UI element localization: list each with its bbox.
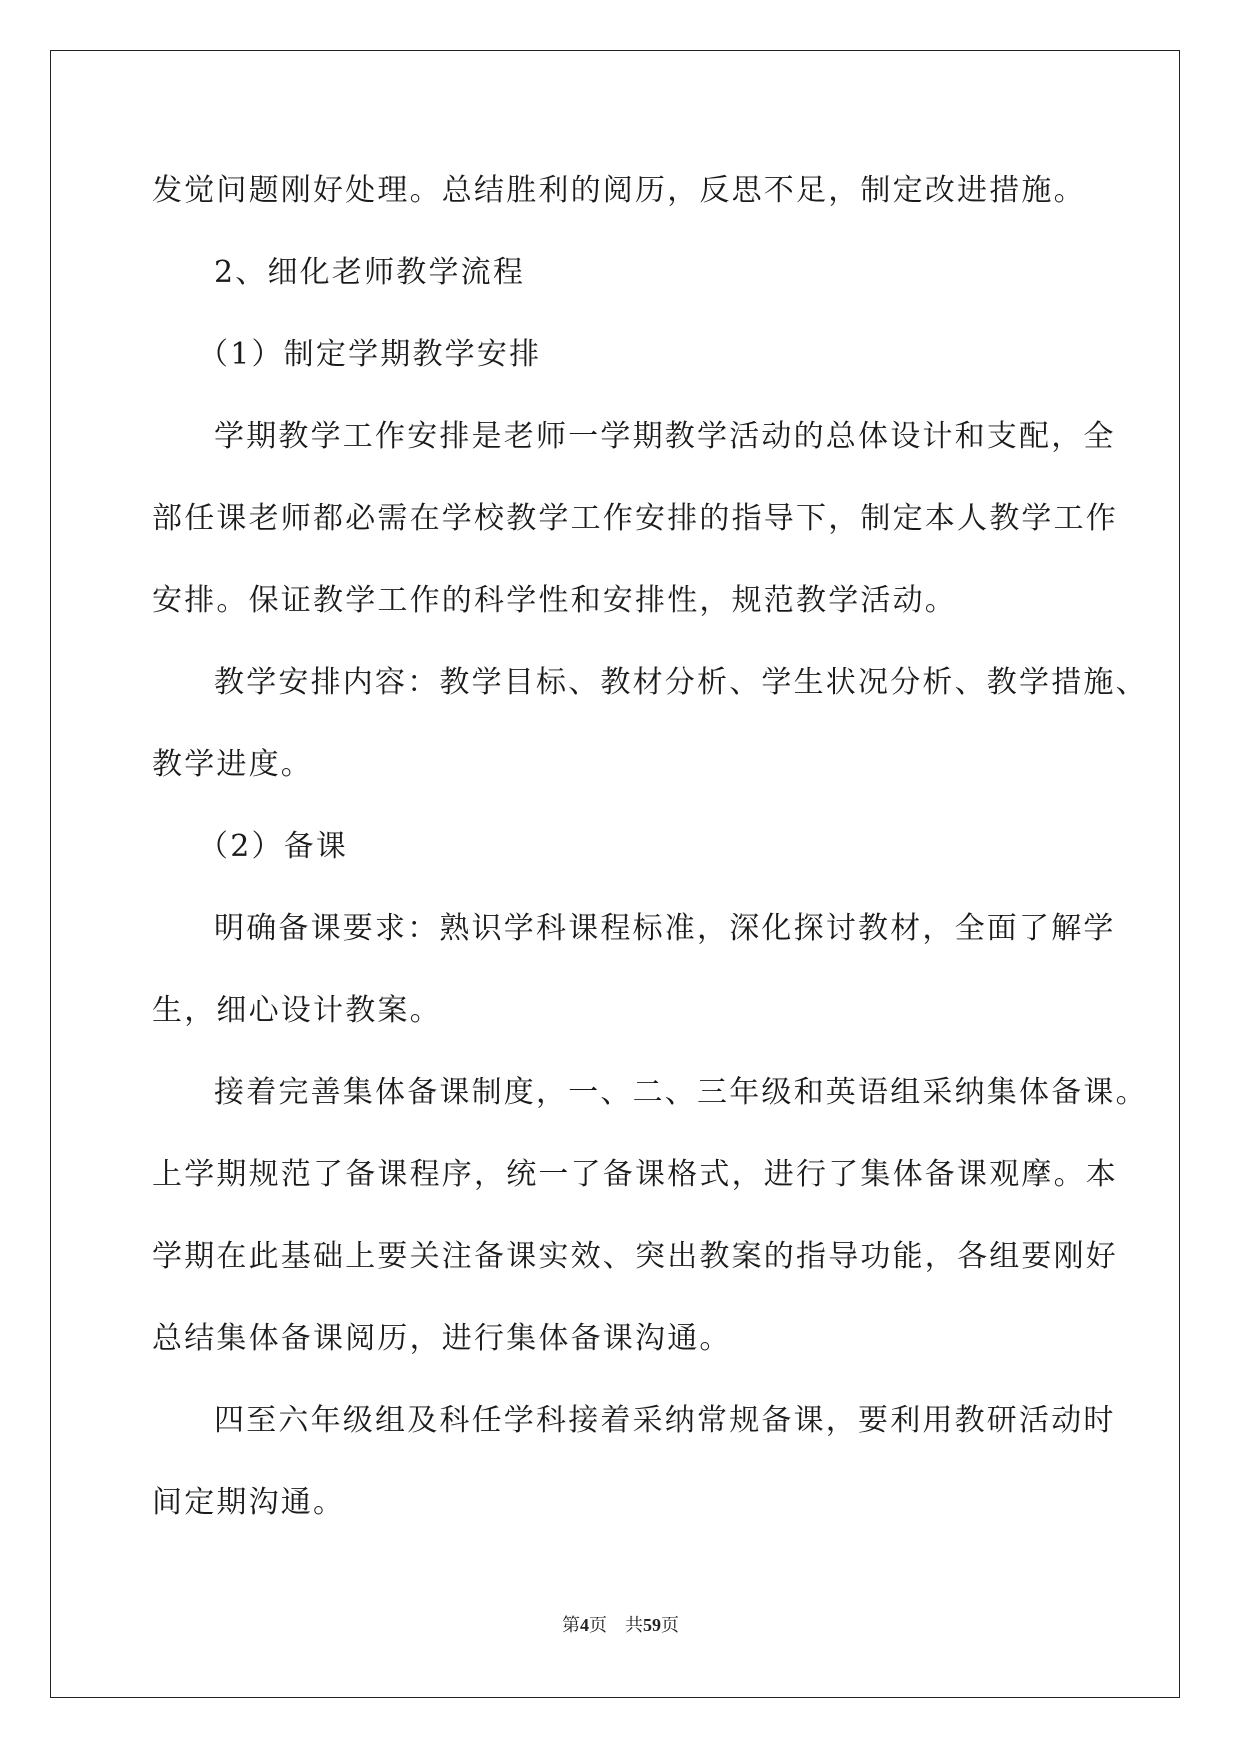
- footer-total-prefix: 共: [625, 1615, 643, 1635]
- total-page-count: 59: [643, 1615, 661, 1635]
- paragraph-line: 教学安排内容：教学目标、教材分析、学生状况分析、教学措施、: [214, 665, 1148, 700]
- page-border: [50, 50, 1180, 1698]
- footer-total-suffix: 页: [661, 1615, 679, 1635]
- paragraph-line: 部任课老师都必需在学校教学工作安排的指导下，制定本人教学工作: [152, 501, 1118, 536]
- paragraph-line: 间定期沟通。: [152, 1485, 346, 1520]
- paragraph-line: 安排。保证教学工作的科学性和安排性，规范教学活动。: [152, 583, 957, 618]
- paragraph-line: 总结集体备课阅历，进行集体备课沟通。: [152, 1321, 732, 1356]
- paragraph-line: 四至六年级组及科任学科接着采纳常规备课，要利用教研活动时: [214, 1403, 1116, 1438]
- footer-prefix: 第: [562, 1615, 580, 1635]
- paragraph-line: 生，细心设计教案。: [152, 993, 442, 1028]
- paragraph-line: 教学进度。: [152, 747, 313, 782]
- paragraph-line: 学期在此基础上要关注备课实效、突出教案的指导功能，各组要刚好: [152, 1239, 1118, 1274]
- paragraph-line: 学期教学工作安排是老师一学期教学活动的总体设计和支配，全: [214, 419, 1116, 454]
- paragraph-line: 明确备课要求：熟识学科课程标准，深化探讨教材，全面了解学: [214, 911, 1116, 946]
- footer-page-suffix: 页: [589, 1615, 607, 1635]
- paragraph-line: 上学期规范了备课程序，统一了备课格式，进行了集体备课观摩。本: [152, 1157, 1118, 1192]
- subsection-heading: （2）备课: [198, 829, 349, 864]
- paragraph-line: 接着完善集体备课制度，一、二、三年级和英语组采纳集体备课。: [214, 1075, 1148, 1110]
- current-page-number: 4: [580, 1615, 589, 1635]
- page-footer: [0, 1611, 1241, 1637]
- section-heading: 2、细化老师教学流程: [214, 255, 526, 290]
- subsection-heading: （1）制定学期教学安排: [198, 337, 542, 372]
- paragraph-line: 发觉问题刚好处理。总结胜利的阅历，反思不足，制定改进措施。: [152, 173, 1086, 208]
